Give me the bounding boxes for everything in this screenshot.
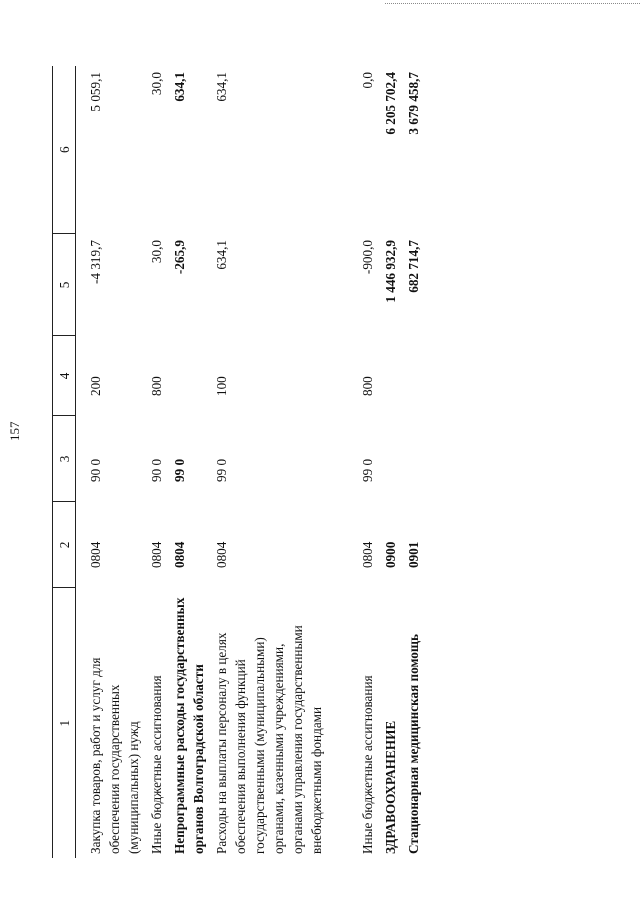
column-header: 2 <box>53 502 76 588</box>
table-row <box>145 66 168 858</box>
row-name: Непрограммные расходы государственных органов Волгоградской области <box>172 597 206 854</box>
expense-type: 800 <box>149 376 164 396</box>
column-header: 4 <box>53 336 76 416</box>
section-code: 0804 <box>214 541 229 568</box>
section-code: 0804 <box>172 541 187 568</box>
page-number: 157 <box>7 421 22 441</box>
total-amount: 0,0 <box>360 72 375 89</box>
table-row <box>168 66 210 858</box>
column-header: 3 <box>53 416 76 502</box>
expense-type <box>379 336 402 416</box>
table-row <box>402 66 425 858</box>
row-name: Иные бюджетные ассигнования <box>360 675 375 854</box>
column-header: 6 <box>53 66 76 234</box>
target-code: 90 0 <box>149 458 164 482</box>
change-amount: 682 714,7 <box>406 240 421 293</box>
change-amount: -4 319,7 <box>88 240 103 284</box>
column-header: 1 <box>53 588 76 858</box>
row-name: Закупка товаров, работ и услуг для обеспечения государственных (муниципальных) нужд <box>88 657 141 854</box>
rotated-budget-sheet <box>52 66 512 858</box>
total-amount: 6 205 702,4 <box>383 72 398 135</box>
change-amount: 634,1 <box>214 240 229 270</box>
row-name: Расходы на выплаты персоналу в целях обеспечения выполнения функций государственными (муниципальными) органами, казенными учреждениями, органами управления государственными внебюджетными фондами <box>214 625 324 854</box>
section-code: 0804 <box>149 541 164 568</box>
expense-type <box>168 336 210 416</box>
target-code <box>379 416 402 502</box>
row-name: ЗДРАВООХРАНЕНИЕ <box>383 720 398 854</box>
expense-type: 800 <box>360 376 375 396</box>
change-amount: 30,0 <box>149 240 164 264</box>
table-row <box>379 66 402 858</box>
target-code <box>402 416 425 502</box>
table-row <box>210 66 328 858</box>
column-header: 5 <box>53 234 76 336</box>
change-amount: 1 446 932,9 <box>383 240 398 303</box>
section-code: 0901 <box>406 541 421 568</box>
section-code: 0804 <box>88 541 103 568</box>
target-code: 90 0 <box>88 458 103 482</box>
change-amount: -900,0 <box>360 240 375 275</box>
section-code: 0900 <box>383 541 398 568</box>
target-code: 99 0 <box>214 458 229 482</box>
expense-type: 100 <box>214 376 229 396</box>
row-name: Иные бюджетные ассигнования <box>149 675 164 854</box>
total-amount: 634,1 <box>214 72 229 102</box>
row-name: Стационарная медицинская помощь <box>406 634 421 854</box>
expense-type <box>402 336 425 416</box>
target-code: 99 0 <box>172 458 187 482</box>
table-row <box>76 66 146 858</box>
total-amount: 5 059,1 <box>88 72 103 112</box>
table-row <box>328 66 379 858</box>
total-amount: 30,0 <box>149 72 164 96</box>
total-amount: 634,1 <box>172 72 187 102</box>
change-amount: -265,9 <box>172 240 187 275</box>
section-code: 0804 <box>360 541 375 568</box>
column-number-row <box>53 66 76 858</box>
total-amount: 3 679 458,7 <box>406 72 421 135</box>
expense-type: 200 <box>88 376 103 396</box>
target-code: 99 0 <box>360 458 375 482</box>
scan-top-edge <box>385 3 640 4</box>
budget-table <box>52 66 425 858</box>
